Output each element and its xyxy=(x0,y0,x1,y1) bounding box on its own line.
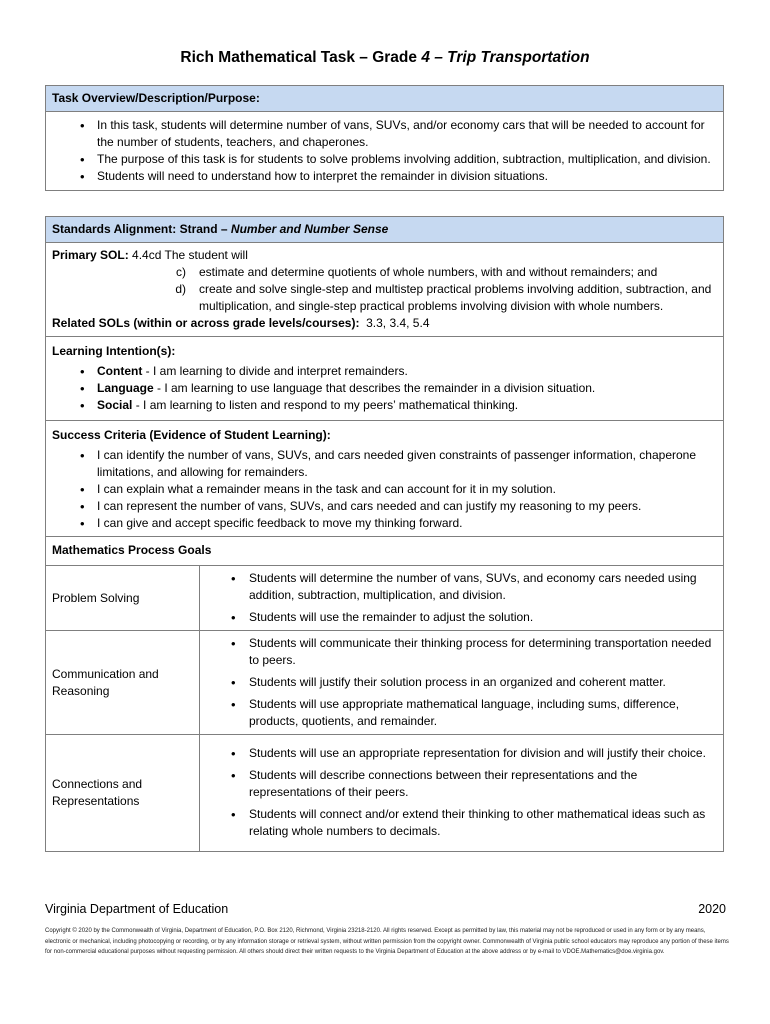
sol-item xyxy=(52,281,717,315)
process-goals-header: Mathematics Process Goals xyxy=(52,543,212,557)
list-item: • Students will communicate their thinking process for determining transportation needed to peers. xyxy=(200,635,717,669)
sol-item-text: create and solve single-step and multistep practical problems involving addition, subtraction, and multiplication, and single-step practical problems involving division with whole numbers. xyxy=(199,282,712,313)
standards-header-prefix: Standards Alignment: Strand – xyxy=(52,222,231,236)
list-item: • I can identify the number of vans, SUVs, and cars needed given constraints of passenger information, chaperone limitations, and allowing for remainders. xyxy=(52,447,717,481)
list-item: • I can give and accept specific feedback to move my thinking forward. xyxy=(52,515,717,532)
list-item xyxy=(52,380,717,397)
goal-name: Problem Solving xyxy=(46,566,200,631)
overview-box xyxy=(45,85,724,191)
learning-label: Social xyxy=(97,398,133,412)
list-item xyxy=(52,397,717,414)
goal-details xyxy=(200,735,724,851)
learning-text: - I am learning to use language that describes the remainder in a division situation. xyxy=(153,381,596,395)
list-item: • Students will determine the number of vans, SUVs, and economy cars needed using addition, subtraction, multiplication, and division. xyxy=(200,570,717,604)
list-item: • Students will use the remainder to adjust the solution. xyxy=(200,609,717,626)
primary-sol-label: Primary SOL: xyxy=(52,248,129,262)
standards-strand: Number and Number Sense xyxy=(230,222,389,236)
sol-item xyxy=(52,264,717,281)
title-italic: 4 – Trip Transportation xyxy=(421,49,590,66)
standards-header xyxy=(46,217,723,243)
learning-label: Content xyxy=(97,364,143,378)
page-title xyxy=(0,49,770,67)
learning-section xyxy=(46,337,723,421)
learning-header: Learning Intention(s): xyxy=(52,344,176,358)
overview-header: Task Overview/Description/Purpose: xyxy=(46,86,723,112)
sol-section xyxy=(46,243,723,337)
copyright-notice: Copyright © 2020 by the Commonwealth of Virginia, Department of Education, P.O. Box 2120, Richmond, Virginia 23218-2120. All rights reserved. Except as permitted by law, this material may not be reproduced or used in any form or by any means, electronic or mechanical, including photocopying or recording, or by any information storage or retrieval system, without written permission from the copyright owner. Commonwealth of Virginia public school educators may reproduce any portion of these items for non-commercial educational purposes without requesting permission. All others should direct their written requests to the Virginia Department of Education at the above address or by e-mail to VDOE.Mathematics@doe.virginia.gov. xyxy=(45,928,729,955)
overview-list xyxy=(52,117,717,185)
footer-org: Virginia Department of Education xyxy=(45,902,229,916)
list-item: • Students will need to understand how to interpret the remainder in division situations. xyxy=(52,168,717,185)
success-section xyxy=(46,421,723,537)
learning-text: - I am learning to divide and interpret remainders. xyxy=(142,364,408,378)
learning-label: Language xyxy=(97,381,154,395)
footer-year: 2020 xyxy=(698,902,726,916)
goal-details xyxy=(200,566,724,631)
list-item xyxy=(52,363,717,380)
goal-name: Communication and Reasoning xyxy=(46,631,200,735)
table-row xyxy=(46,631,723,735)
process-goals-table xyxy=(46,565,723,851)
learning-text: - I am learning to listen and respond to my peers’ mathematical thinking. xyxy=(132,398,519,412)
goal-name: Connections and Representations xyxy=(46,735,200,851)
list-item: • Students will justify their solution process in an organized and coherent matter. xyxy=(200,674,717,691)
list-item: • Students will use appropriate mathematical language, including sums, difference, products, quotients, and remainder. xyxy=(200,696,717,730)
related-sol-text: 3.3, 3.4, 5.4 xyxy=(359,316,430,330)
list-item: • The purpose of this task is for students to solve problems involving addition, subtraction, multiplication, and division. xyxy=(52,151,717,168)
list-item: • Students will use an appropriate representation for division and will justify their choice. xyxy=(200,745,717,762)
title-prefix: Rich Mathematical Task – Grade xyxy=(180,49,422,66)
primary-sol-text: 4.4cd The student will xyxy=(128,248,248,262)
process-goals-section xyxy=(46,537,723,851)
table-row xyxy=(46,735,723,851)
learning-list xyxy=(52,363,717,414)
list-item: • I can explain what a remainder means in the task and can account for it in my solution. xyxy=(52,481,717,498)
goal-details xyxy=(200,631,724,735)
standards-box xyxy=(45,216,724,852)
list-item: • Students will describe connections between their representations and the representations of their peers. xyxy=(200,767,717,801)
sol-item-key: d) xyxy=(175,282,186,296)
success-list xyxy=(52,447,717,532)
list-item: • I can represent the number of vans, SUVs, and cars needed and can justify my reasoning to my peers. xyxy=(52,498,717,515)
related-sol-label: Related SOLs (within or across grade levels/courses): xyxy=(52,316,360,330)
sol-item-key: c) xyxy=(176,265,186,279)
table-row xyxy=(46,566,723,631)
footer xyxy=(45,902,726,916)
success-header: Success Criteria (Evidence of Student Learning): xyxy=(52,428,331,442)
list-item: • In this task, students will determine number of vans, SUVs, and/or economy cars that will be needed to account for the number of students, teachers, and chaperones. xyxy=(52,117,717,151)
list-item: • Students will connect and/or extend their thinking to other mathematical ideas such as relating whole numbers to decimals. xyxy=(200,806,717,840)
sol-item-text: estimate and determine quotients of whole numbers, with and without remainders; and xyxy=(199,265,658,279)
